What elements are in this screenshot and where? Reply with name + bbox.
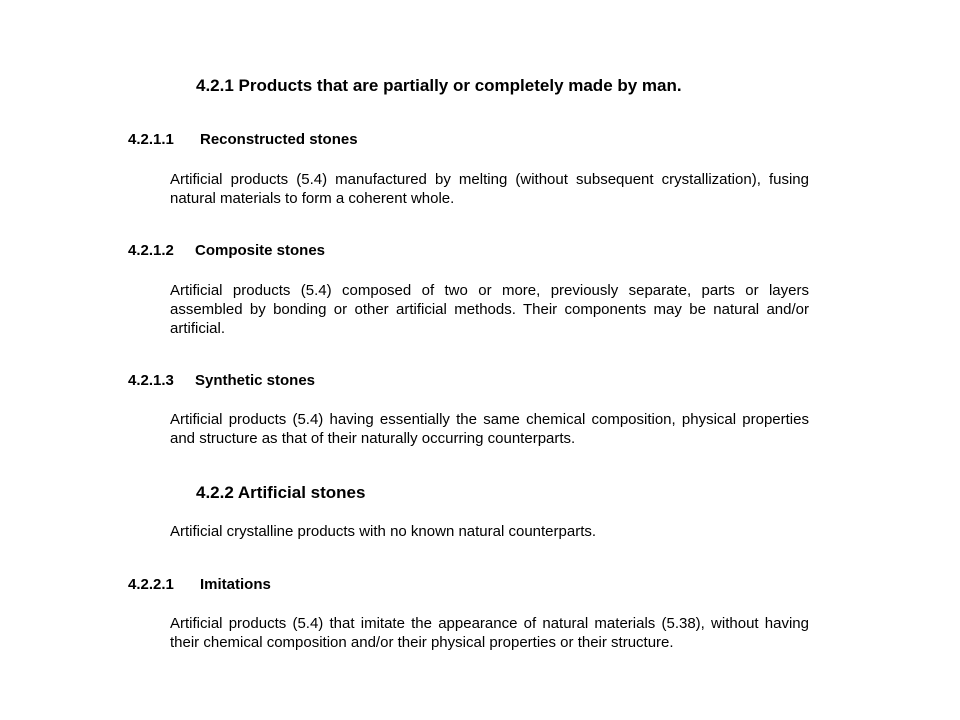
subsection-paragraph-4-2-2-1: Artificial products (5.4) that imitate the appearance of natural materials (5.38), without having their chemical composition and/or their physical properties or their structure.: [170, 615, 809, 651]
subsection-paragraph-4-2-1-1: Artificial products (5.4) manufactured by melting (without subsequent crystallization), fusing natural materials to form a coherent whole.: [170, 171, 809, 207]
section-heading-4-2-2: 4.2.2 Artificial stones: [196, 483, 366, 502]
subsection-heading-4-2-1-1: [128, 131, 358, 148]
subsection-number: 4.2.2.1: [128, 576, 174, 593]
subsection-heading-4-2-2-1: [128, 576, 271, 593]
subsection-title: Reconstructed stones: [200, 131, 358, 148]
subsection-paragraph-4-2-1-3: Artificial products (5.4) having essentially the same chemical composition, physical properties and structure as that of their naturally occurring counterparts.: [170, 411, 809, 447]
subsection-title: Synthetic stones: [195, 372, 316, 389]
subsection-title: Composite stones: [195, 242, 326, 259]
subsection-number: 4.2.1.2: [128, 242, 174, 259]
subsection-number: 4.2.1.1: [128, 131, 174, 148]
subsection-paragraph-4-2-1-2: Artificial products (5.4) composed of two or more, previously separate, parts or layers assembled by bonding or other artificial methods. Their components may be natural and/or artificial.: [170, 282, 809, 337]
section-paragraph-4-2-2: Artificial crystalline products with no known natural counterparts.: [170, 523, 597, 540]
section-heading-4-2-1: 4.2.1 Products that are partially or completely made by man.: [196, 76, 682, 95]
subsection-heading-4-2-1-3: [128, 372, 315, 389]
subsection-number: 4.2.1.3: [128, 372, 174, 389]
subsection-heading-4-2-1-2: [128, 242, 325, 259]
subsection-title: Imitations: [200, 576, 271, 593]
